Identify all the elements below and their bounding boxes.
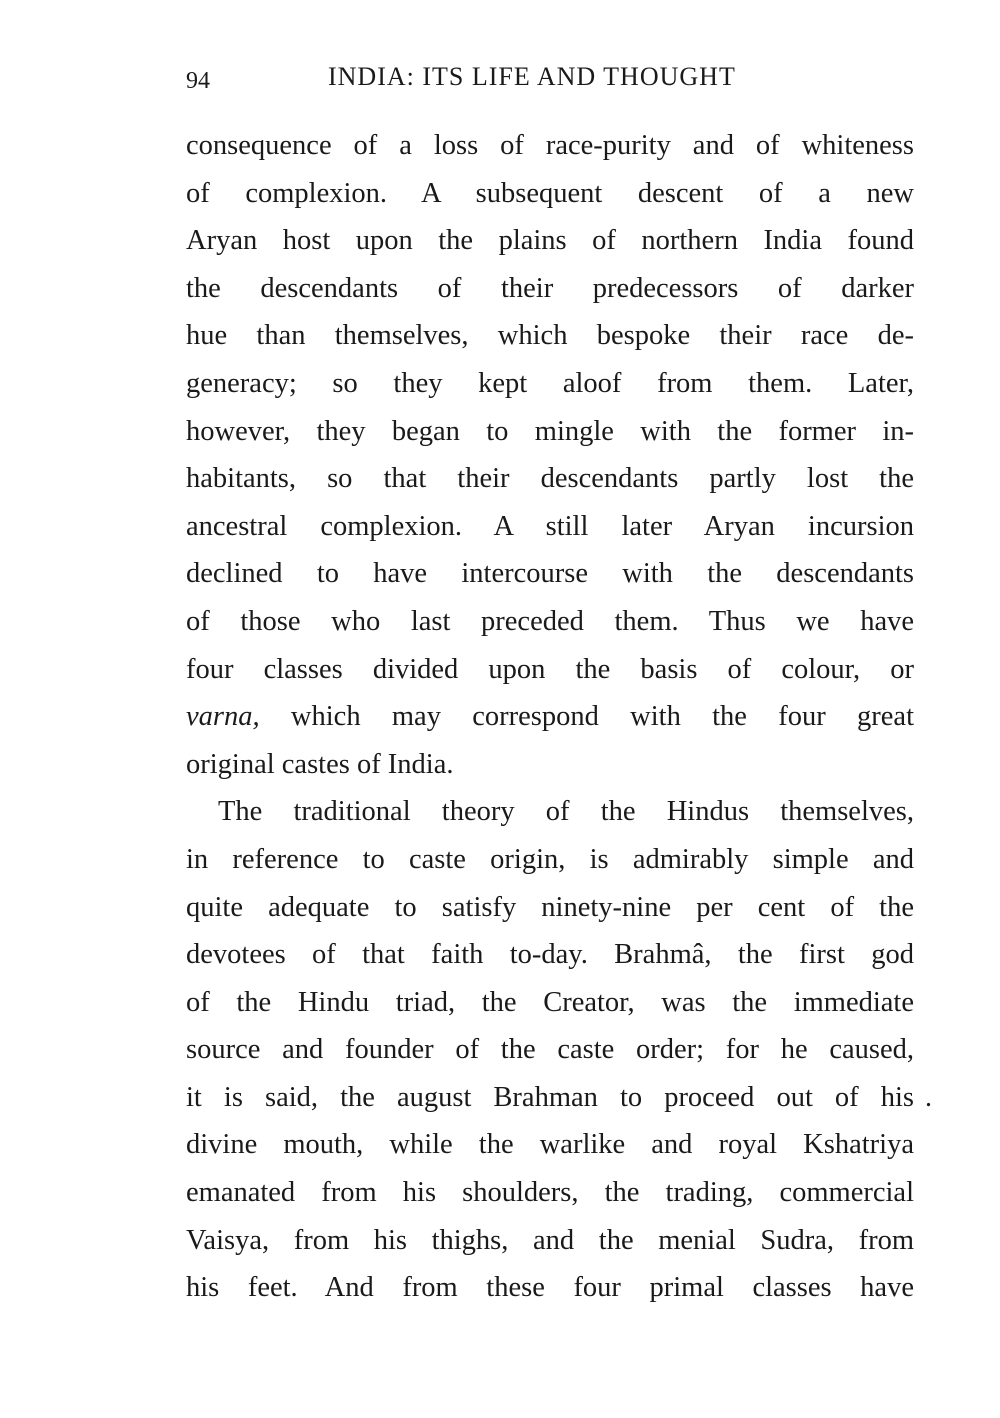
text-line: original castes of India. — [186, 748, 454, 780]
text-line: generacy; so they kept aloof from them. Later, — [186, 367, 914, 399]
running-title: INDIA: ITS LIFE AND THOUGHT — [328, 62, 736, 91]
text-line: hue than themselves, which bespoke their race de- — [186, 320, 914, 352]
running-head — [186, 62, 916, 98]
text-line: of the Hindu triad, the Creator, was the immediate — [186, 986, 914, 1018]
text-line: divine mouth, while the warlike and royal Kshatriya — [186, 1129, 914, 1161]
text-line — [186, 693, 914, 741]
text-line: the descendants of their predecessors of darker — [186, 272, 914, 304]
body-text — [186, 122, 914, 1312]
text-line: habitants, so that their descendants partly lost the — [186, 463, 914, 495]
margin-mark: . — [925, 1082, 932, 1113]
text-line: Aryan host upon the plains of northern India found — [186, 225, 914, 257]
text-line: his feet. And from these four primal classes have — [186, 1272, 914, 1304]
italic-term: varna, — [186, 701, 260, 733]
text-line: devotees of that faith to-day. Brahmâ, the first god — [186, 939, 914, 971]
text-line: Vaisya, from his thighs, and the menial Sudra, from — [186, 1224, 914, 1256]
text-line: The traditional theory of the Hindus themselves, — [218, 796, 914, 828]
text-line: quite adequate to satisfy ninety-nine per cent of the — [186, 891, 914, 923]
page-number: 94 — [186, 68, 210, 94]
text-line: ancestral complexion. A still later Aryan incursion — [186, 510, 914, 542]
text-line: four classes divided upon the basis of colour, or — [186, 653, 914, 685]
text-line: consequence of a loss of race-purity and of whiteness — [186, 130, 914, 161]
text-line: declined to have intercourse with the descendants — [186, 558, 914, 590]
text-line: however, they began to mingle with the former in- — [186, 415, 914, 447]
text-line: source and founder of the caste order; for he caused, — [186, 1034, 914, 1066]
text-line: emanated from his shoulders, the trading, commercial — [186, 1177, 914, 1209]
text-line: it is said, the august Brahman to proceed out of his — [186, 1081, 914, 1113]
text-fragment: which may correspond with the four great — [259, 701, 914, 733]
text-line: of complexion. A subsequent descent of a new — [186, 177, 914, 209]
text-line: in reference to caste origin, is admirably simple and — [186, 843, 914, 875]
text-line: of those who last preceded them. Thus we have — [186, 605, 914, 637]
